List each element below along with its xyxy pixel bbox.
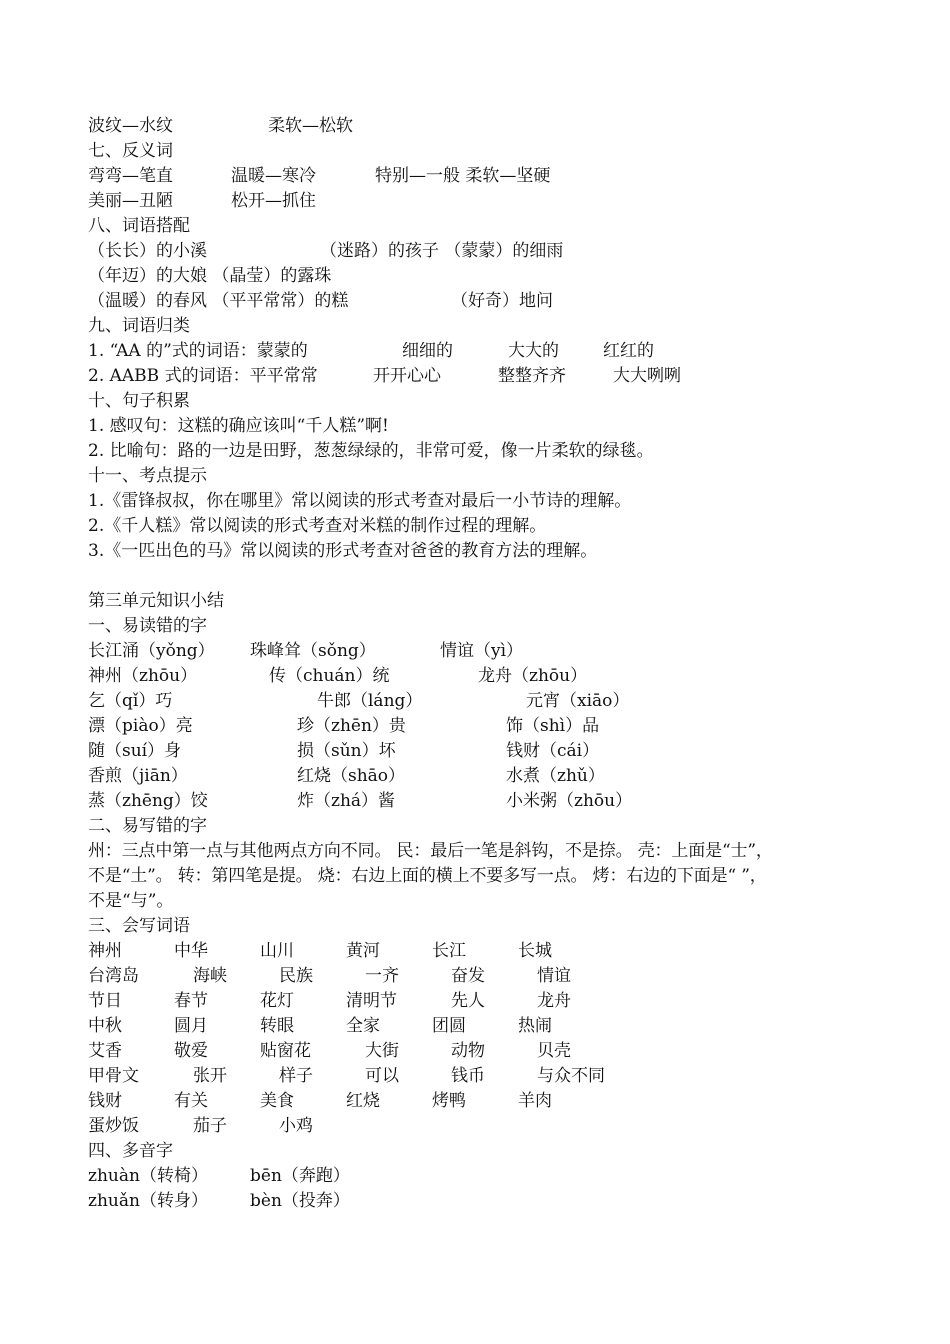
word-item: 动物 bbox=[451, 1041, 485, 1061]
word-item: 艾香 bbox=[88, 1041, 122, 1061]
heading-polyphones: 四、多音字 bbox=[88, 1141, 173, 1161]
heading-word-classification: 九、词语归类 bbox=[88, 316, 190, 336]
word-item: 有关 bbox=[174, 1091, 208, 1111]
word-item: 先人 bbox=[451, 991, 485, 1011]
antonym-pair: 弯弯—笔直 bbox=[88, 166, 173, 186]
word-item: 花灯 bbox=[260, 991, 294, 1011]
heading-collocations: 八、词语搭配 bbox=[88, 216, 190, 236]
word-item: 甲骨文 bbox=[88, 1066, 139, 1086]
word-item: 可以 bbox=[365, 1066, 399, 1086]
word-item: 热闹 bbox=[518, 1016, 552, 1036]
pinyin-item: 随（suí）身 bbox=[88, 741, 182, 761]
word-item: 与众不同 bbox=[537, 1066, 605, 1086]
word-item: 大街 bbox=[365, 1041, 399, 1061]
pinyin-item: 传（chuán）统 bbox=[269, 666, 390, 686]
aa-words-label: 1. “AA 的”式的词语：蒙蒙的 bbox=[88, 341, 308, 361]
word-item: 中秋 bbox=[88, 1016, 122, 1036]
exam-tip: 1.《雷锋叔叔，你在哪里》常以阅读的形式考查对最后一小节诗的理解。 bbox=[88, 491, 632, 511]
aa-word: 大大的 bbox=[508, 341, 559, 361]
writing-note: 不是“土”。 转：第四笔是提。 烧：右边上面的横上不要多写一点。 烤：右边的下面是“ ”， bbox=[88, 866, 767, 886]
pinyin-item: 钱财（cái） bbox=[506, 741, 600, 761]
word-item: 钱财 bbox=[88, 1091, 122, 1111]
word-item: 民族 bbox=[279, 966, 313, 986]
pinyin-item: 香煎（jiān） bbox=[88, 766, 188, 786]
word-item: 红烧 bbox=[346, 1091, 380, 1111]
word-item: 海峡 bbox=[193, 966, 227, 986]
word-item: 敬爱 bbox=[174, 1041, 208, 1061]
heading-antonyms: 七、反义词 bbox=[88, 141, 173, 161]
unit3-title: 第三单元知识小结 bbox=[88, 591, 224, 611]
word-item: 小鸡 bbox=[279, 1116, 313, 1136]
collocation-item: （好奇）地问 bbox=[451, 291, 553, 311]
aabb-word: 大大咧咧 bbox=[613, 366, 681, 386]
word-item: 钱币 bbox=[451, 1066, 485, 1086]
word-item: 全家 bbox=[346, 1016, 380, 1036]
word-item: 中华 bbox=[174, 941, 208, 961]
exam-tip: 2.《千人糕》常以阅读的形式考查对米糕的制作过程的理解。 bbox=[88, 516, 547, 536]
word-item: 清明节 bbox=[346, 991, 397, 1011]
pinyin-item: 情谊（yì） bbox=[440, 641, 524, 661]
heading-sentences: 十、句子积累 bbox=[88, 391, 190, 411]
word-item: 长城 bbox=[518, 941, 552, 961]
pinyin-item: 珍（zhēn）贵 bbox=[297, 716, 406, 736]
word-item: 蛋炒饭 bbox=[88, 1116, 139, 1136]
synonym-pair: 波纹—水纹 bbox=[88, 116, 173, 136]
polyphone-item: zhuǎn（转身） bbox=[88, 1191, 208, 1211]
word-item: 茄子 bbox=[193, 1116, 227, 1136]
word-item: 山川 bbox=[260, 941, 294, 961]
aabb-word: 整整齐齐 bbox=[498, 366, 566, 386]
heading-misread-chars: 一、易读错的字 bbox=[88, 616, 207, 636]
polyphone-item: bèn（投奔） bbox=[250, 1191, 350, 1211]
word-item: 样子 bbox=[279, 1066, 313, 1086]
pinyin-item: 蒸（zhēng）饺 bbox=[88, 791, 208, 811]
pinyin-item: 乞（qǐ）巧 bbox=[88, 691, 173, 711]
collocation-row: （年迈）的大娘 （晶莹）的露珠 bbox=[88, 266, 332, 286]
collocation-item: （温暖）的春风 （平平常常）的糕 bbox=[88, 291, 349, 311]
heading-writing-words: 三、会写词语 bbox=[88, 916, 190, 936]
word-item: 羊肉 bbox=[518, 1091, 552, 1111]
pinyin-item: 神州（zhōu） bbox=[88, 666, 198, 686]
antonym-pair: 温暖—寒冷 bbox=[231, 166, 316, 186]
pinyin-item: 珠峰耸（sǒng） bbox=[250, 641, 376, 661]
pinyin-item: 饰（shì）品 bbox=[506, 716, 600, 736]
word-item: 长江 bbox=[432, 941, 466, 961]
word-item: 黄河 bbox=[346, 941, 380, 961]
word-item: 转眼 bbox=[260, 1016, 294, 1036]
writing-note: 不是“与”。 bbox=[88, 891, 174, 911]
pinyin-item: 牛郎（láng） bbox=[317, 691, 423, 711]
word-item: 情谊 bbox=[537, 966, 571, 986]
word-item: 龙舟 bbox=[537, 991, 571, 1011]
word-item: 春节 bbox=[174, 991, 208, 1011]
word-item: 节日 bbox=[88, 991, 122, 1011]
writing-note: 州：三点中第一点与其他两点方向不同。 民：最后一笔是斜钩，不是捺。 壳：上面是“士”， bbox=[88, 841, 773, 861]
aabb-words-label: 2. AABB 式的词语：平平常常 bbox=[88, 366, 318, 386]
pinyin-item: 长江涌（yǒng） bbox=[88, 641, 215, 661]
pinyin-item: 炸（zhá）酱 bbox=[297, 791, 396, 811]
heading-miswritten-chars: 二、易写错的字 bbox=[88, 816, 207, 836]
word-item: 张开 bbox=[193, 1066, 227, 1086]
pinyin-item: 水煮（zhǔ） bbox=[506, 766, 605, 786]
pinyin-item: 龙舟（zhōu） bbox=[478, 666, 588, 686]
pinyin-item: 红烧（shāo） bbox=[297, 766, 406, 786]
collocation-item: （长长）的小溪 bbox=[88, 241, 207, 261]
word-item: 美食 bbox=[260, 1091, 294, 1111]
collocation-item: （迷路）的孩子 （蒙蒙）的细雨 bbox=[320, 241, 564, 261]
pinyin-item: 损（sǔn）坏 bbox=[297, 741, 396, 761]
aabb-word: 开开心心 bbox=[373, 366, 441, 386]
polyphone-item: zhuàn（转椅） bbox=[88, 1166, 208, 1186]
word-item: 台湾岛 bbox=[88, 966, 139, 986]
word-item: 奋发 bbox=[451, 966, 485, 986]
word-item: 烤鸭 bbox=[432, 1091, 466, 1111]
sentence-simile: 2. 比喻句：路的一边是田野，葱葱绿绿的，非常可爱，像一片柔软的绿毯。 bbox=[88, 441, 654, 461]
word-item: 圆月 bbox=[174, 1016, 208, 1036]
word-item: 贴窗花 bbox=[260, 1041, 311, 1061]
word-item: 神州 bbox=[88, 941, 122, 961]
pinyin-item: 元宵（xiāo） bbox=[526, 691, 630, 711]
antonym-pair: 美丽—丑陋 bbox=[88, 191, 173, 211]
heading-exam-tips: 十一、考点提示 bbox=[88, 466, 207, 486]
pinyin-item: 小米粥（zhōu） bbox=[506, 791, 633, 811]
aa-word: 红红的 bbox=[603, 341, 654, 361]
antonym-pair: 松开—抓住 bbox=[231, 191, 316, 211]
word-item: 贝壳 bbox=[537, 1041, 571, 1061]
antonym-pair: 特别—一般 柔软—坚硬 bbox=[375, 166, 551, 186]
pinyin-item: 漂（piào）亮 bbox=[88, 716, 193, 736]
sentence-exclamation: 1. 感叹句：这糕的确应该叫“千人糕”啊! bbox=[88, 416, 389, 436]
word-item: 一齐 bbox=[365, 966, 399, 986]
word-item: 团圆 bbox=[432, 1016, 466, 1036]
exam-tip: 3.《一匹出色的马》常以阅读的形式考查对爸爸的教育方法的理解。 bbox=[88, 541, 598, 561]
polyphone-item: bēn（奔跑） bbox=[250, 1166, 350, 1186]
synonym-pair: 柔软—松软 bbox=[268, 116, 353, 136]
aa-word: 细细的 bbox=[402, 341, 453, 361]
